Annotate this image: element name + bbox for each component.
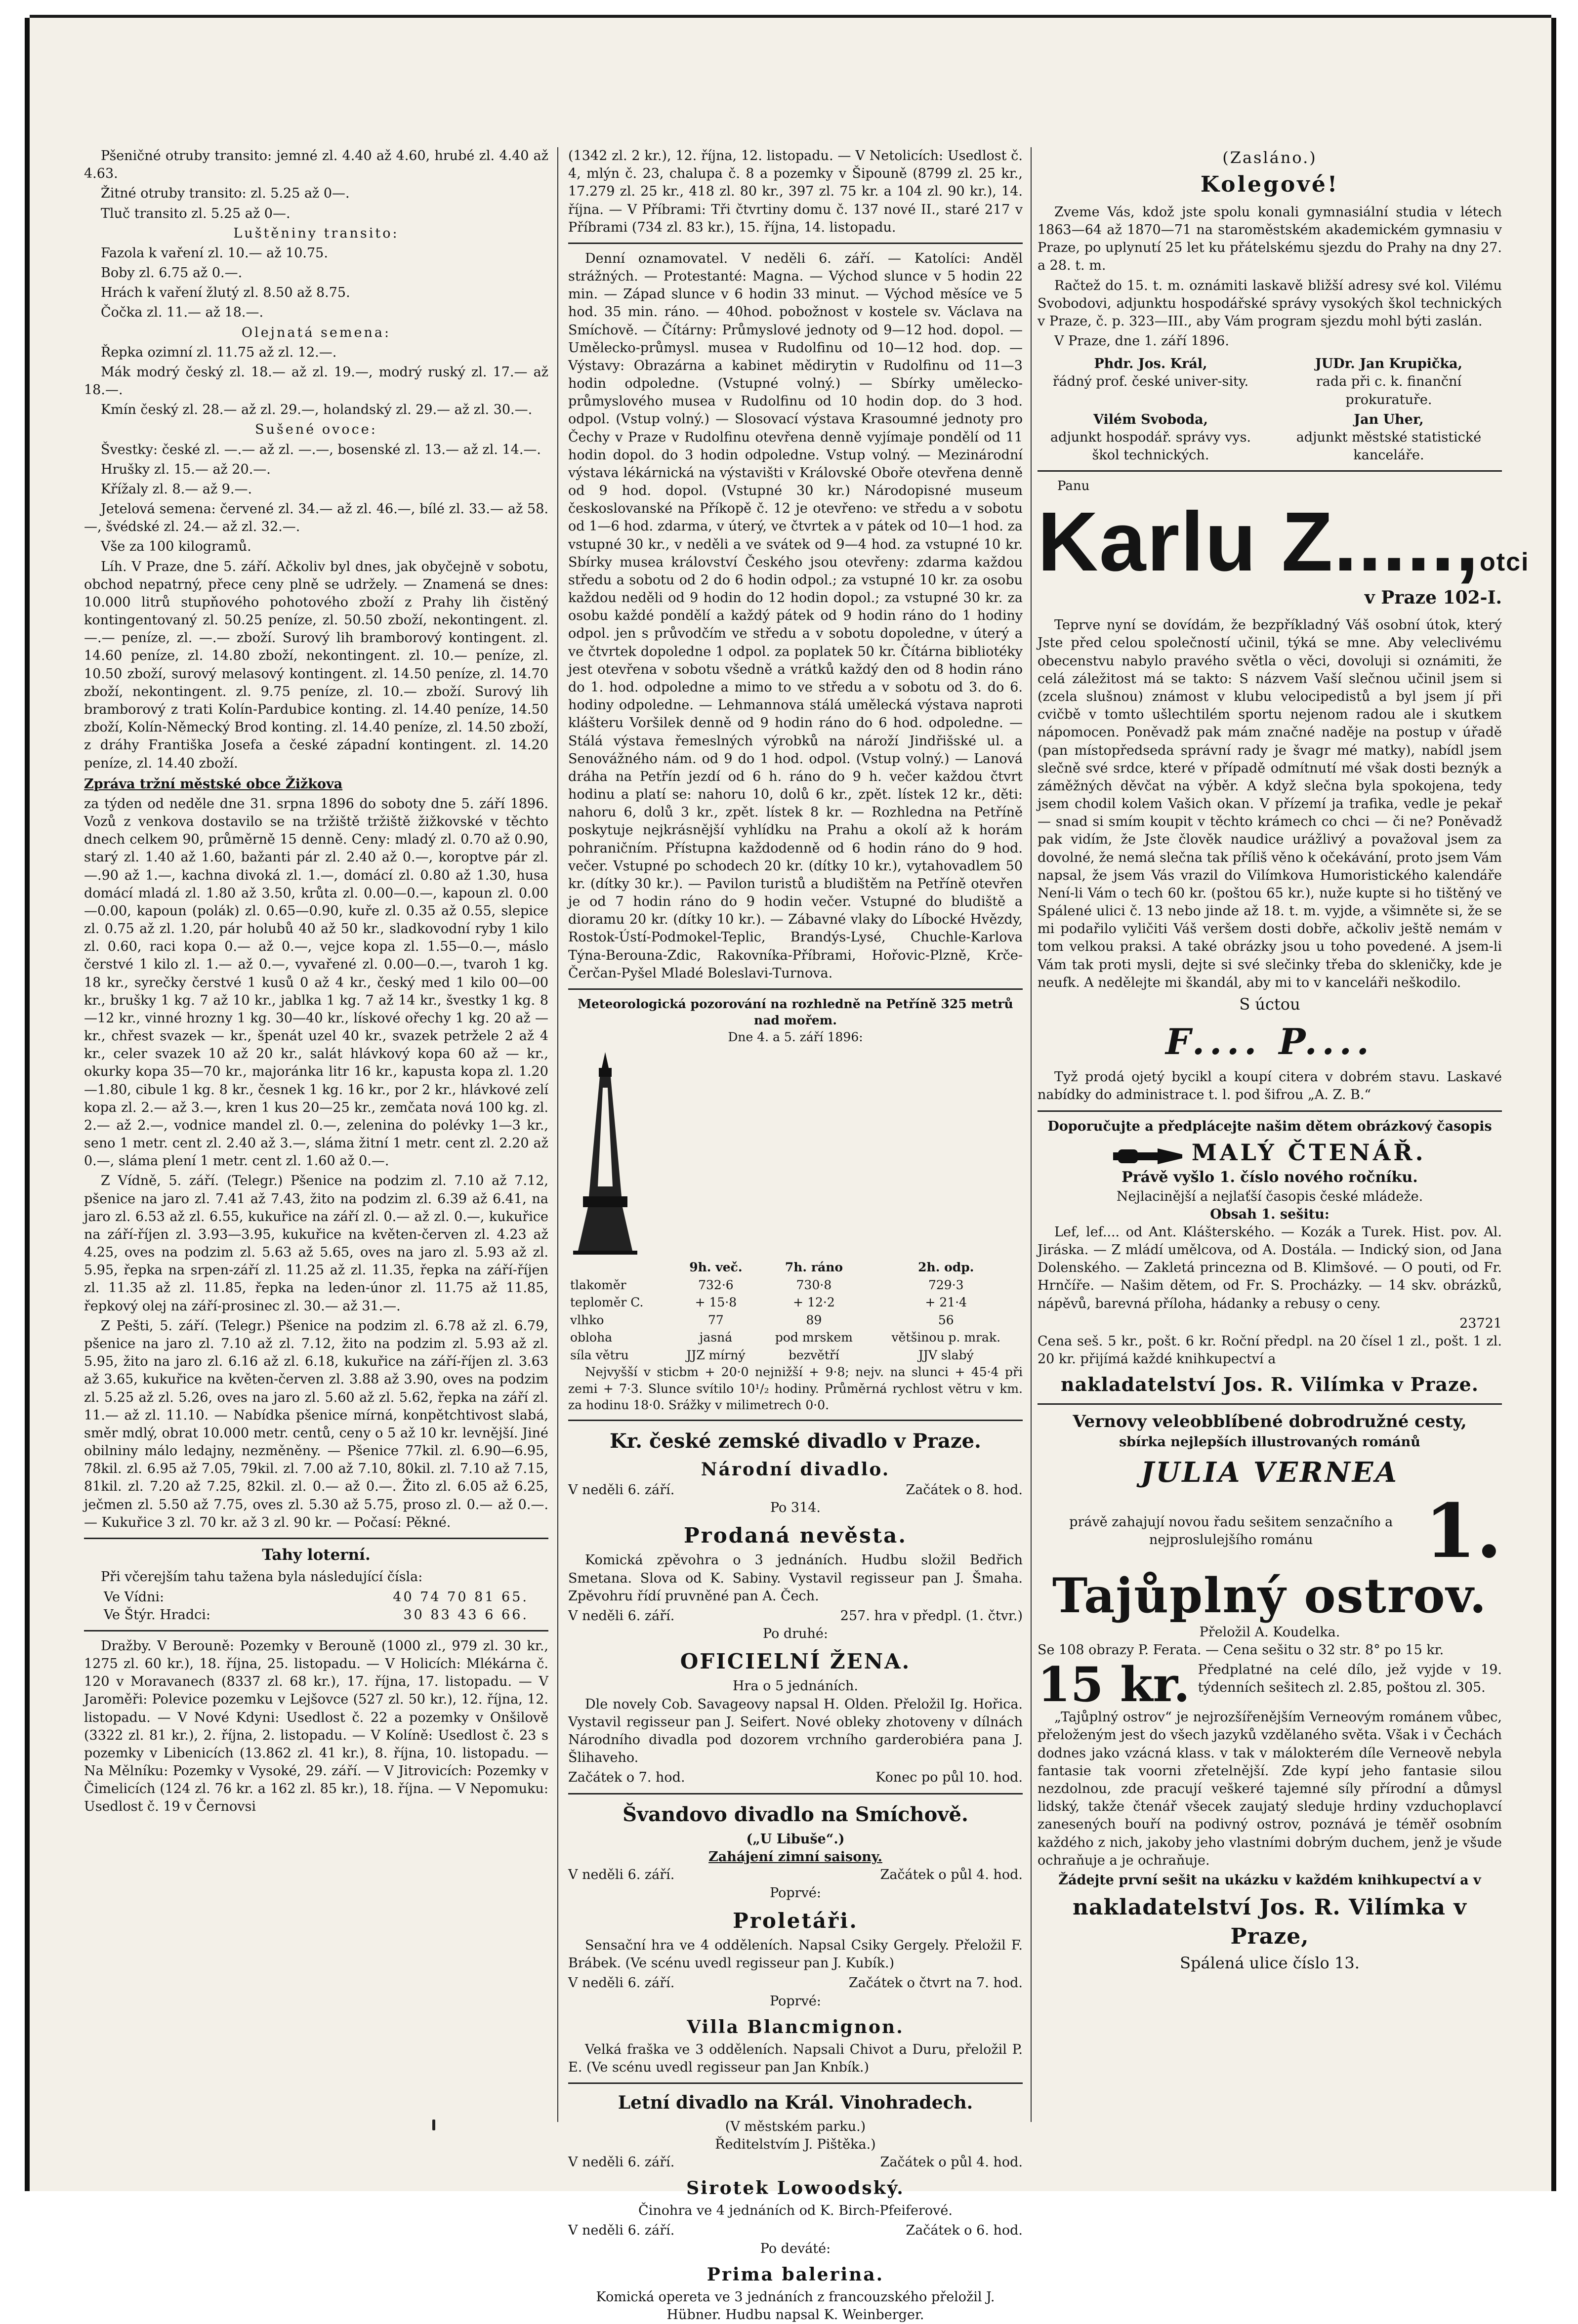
- grain-price-item: Hrušky zl. 15.— až 20.—.: [101, 461, 271, 477]
- grain-price-item: Kmín český zl. 28.— až zl. 29.—, holandský zl. 29.— až zl. 30.—.: [101, 402, 533, 418]
- divider: [568, 2082, 1023, 2084]
- meteo-cell: JJZ mírný: [686, 1347, 746, 1362]
- vienna-report: Z Vídně, 5. září. (Telegr.) Pšenice na podzim zl. 7.10 až 7.12, pšenice na jaro zl. 7.41 až 7.43, žito na podzim zl. 6.39 až 6.41, na jaro zl. 6.53 až zl. 6.55, kukuřice na září zl. 0.— až zl. 0.—, kukuřice na září-říjen zl. 3.93—3.95, kukuřice na květen-červen zl. 4.23 až 4.25, oves na podzim zl. 5.63 až 5.65, oves na jaro zl. 5.93 až zl. 5.95, řepka na srpen-září zl. 11.25 až zl. 11.35, řepka na září-říjen zl. 11.35 až zl. 11.85, řepka na leden-únor zl. 11.75 až 11.85, řepkový olej na září-prosinec zl. 30.— až 31.—.: [84, 1173, 548, 1314]
- t3-start: Začátek o půl 4. hod.: [880, 2154, 1023, 2170]
- karlu-heading: [1038, 495, 1530, 589]
- signer-name: Jan Uher,: [1354, 411, 1424, 427]
- meteo-row: [568, 1329, 1023, 1346]
- t3-description: Činohra ve 4 jednáních od K. Birch-Pfeiferové.: [638, 2203, 953, 2219]
- panu-label: Panu: [1057, 479, 1090, 494]
- signatories: [1038, 355, 1502, 464]
- grain-price-item: Fazola k vaření zl. 10.— až 10.75.: [101, 245, 328, 261]
- t2-description: Sensační hra ve 4 odděleních. Napsal Csiky Gergely. Přeložil F. Brábek. (Ve scénu uvedl regisseur pan J. Kubík.): [568, 1938, 1023, 1971]
- left-scan-border: [25, 18, 30, 2191]
- grain-price-item: Hrách k vaření žlutý zl. 8.50 až 8.75.: [101, 285, 350, 301]
- meteo-row-label: tlakoměr: [570, 1277, 626, 1292]
- signer: [1038, 355, 1264, 409]
- signer: [1038, 411, 1264, 465]
- t1-date-row: [568, 1481, 1023, 1499]
- publisher-address: Spálená ulice číslo 13.: [1180, 1953, 1360, 1972]
- vinohrady-sub2: Ředitelstvím J. Pištěka.): [715, 2136, 876, 2152]
- meteo-row: [568, 1294, 1023, 1311]
- pest-report: Z Pešti, 5. září. (Telegr.) Pšenice na podzim zl. 6.78 až zl. 6.79, pšenice na jaro zl. 7.10 až zl. 7.12, žito na podzim zl. 5.93 až zl. 5.95, žito na jaro zl. 6.16 až zl. 6.18, kukuřice na září-říjen zl. 3.63 až 3.65, kukuřice na květen-červen zl. 3.88 až 3.90, oves na podzim zl. 5.25 až zl. 5.26, oves na jaro zl. 5.60 až zl. 5.62, řepka na září zl. 11.— až zl. 11.10. — Nabídka pšenice mírná, konpětchtivost slabá, směr mdlý, obrat 10.000 metr. centů, ceny o 5 až 10 kr. levnější. Jiné obilniny málo ledajny, nezměněny. — Pšenice 77kil. zl. 6.90—6.95, 78kil. zl. 6.95 až 7.05, 79kil. zl. 7.00 až 7.10, 80kil. zl. 7.10 až 7.15, 81kil. zl. 7.20 až 7.25, 82kil. zl. 0.— až 0.—. Žito zl. 6.05 až 6.25, ječmen zl. 5.50 až 7.75, oves zl. 5.30 až 5.75, proso zl. 0.— až 0.—. — Kukuřice 3 zl. 70 kr. až 3 zl. 90 kr. — Počasí: Pěkné.: [84, 1318, 548, 1530]
- t2-description2: Velká fraška ve 3 odděleních. Napsali Chivot a Duru, přeložil P. E. (Ve scénu uvedl regisseur pan Jan Knbík.): [568, 2041, 1023, 2076]
- meteo-cell: bezvětří: [789, 1347, 839, 1362]
- column-daily-and-theatre: [568, 147, 1023, 2323]
- meteo-cell: + 21·4: [925, 1295, 967, 1310]
- grain-price-item: Křížaly zl. 8.— až 9.—.: [101, 481, 252, 497]
- daily-announcer: Denní oznamovatel. V neděli 6. září. — Katolíci: Anděl strážných. — Protestanté: Magna. — Východ slunce v 5 hodin 22 min. — Západ slunce v 6 hodin 33 minut. — Východ měsíce ve 5 hod. 35 min. ráno. — 40hod. pobožnost v kostele sv. Václava na Smíchově. — Čítárny: Průmyslové jednoty od 9—12 hod. dopol. — Umělecko-průmysl. musea v Rudolfinu od 10—12 hod. dop. — Výstavy: Obrazárna a kabinet mědirytin v Rudolfinu od 11—3 hodin odpoledne. (Vstupné volný.) — Sbírky umělecko-průmyslového musea v Rudolfinu od 10 hodin dop. do 3 hod. odpol. (Vstup volný.) — Slosovací výstava Krasoumné jednoty pro Čechy v Praze v Rudolfinu otevřena denně vyjímaje pondělí od 11 hodin dopol. do 3 hodin odpoledne. Vstup volný. — Mezinárodní výstava lékárnická na výstavišti v Královské Oboře otevřena denně od 9 hod. dopol. (Vstupné 30 kr.) Národopisné museum českoslovanské na Příkopě č. 12 je otevřeno: ve středu a v sobotu od 1—6 hod. zdarma, v úterý, ve čtvrtek a v pátek od 10—1 hod. za vstupné 30 kr., v neděli a ve svátek od 9—4 hod. za vstupné 10 kr. Sbírky musea království Českého jsou otevřeny: zdarma každou středu a sobotu od 2 do 6 hodin odpol.; za vstupné 10 kr. za osobu každou neděli od 9 hodin do 12 hodin dopol.; za vstupné 30 kr. za osobu každé pondělí a každý pátek od 9 hodin ráno do 1 hodiny odpol. jen s průvodčím ve středu a v sobotu dopoledne, v úterý a ve čtvrtek dopoledne 1 odpol. za poplatek 50 kr. Čítárna bibliotéky jest otevřena v sobotu všedně a vrátků každý den od 8 hodin ráno do 1. hod. odpoledne a mimo to ve středu a v sobotu od 3. do 6. hodiny odpoledne. — Lehmannova stálá umělecká výstava naproti klášteru Voršilek denně od 9 hodin ráno do 6 hod. odpoledne. — Stálá výstava řemeslných výrobků na nároží Jindřišské ul. a Senovážného nám. od 9 do 1 hod. odpol. (Vstup volný.) — Lanová dráha na Petřín jezdí od 6 h. ráno do 9 h. večer každou čtvrt hodinu a platí se: nahoru 10, dolů 6 kr., zpět. lístek 12 kr., děti: nahoru 6, dolů 3 kr., zpět. lístek 8 kr. — Rozhledna na Petříně poskytuje nejkrásnější vyhlídku na Prahu a okolí až k horám pohraničním. Přístupna každodenně od 6 hodin ráno do 9 hod. večer. Vstupné po schodech 20 kr. (dítky 10 kr.), vytahovadlem 50 kr. (dítky 30 kr.). — Pavilon turistů a bludištěm na Petříně otevřen je od 7 hodin ráno do 9 hodin večer. Vstupné do bludiště a dioramu 20 kr. (dítky 10 kr.). — Zábavné vlaky do Líbocké Hvězdy, Rostok-Ústí-Podmokel-Teplic, Brandýs-Lysé, Chuchle-Karlova Týna-Berouna-Zdic, Rakovníka-Příbrami, Hořovic-Plzně, Krče-Čerčan-Pyšel Mladé Boleslavi-Turnova.: [568, 250, 1023, 981]
- meteo-cell: 730·8: [796, 1277, 832, 1292]
- verne-start-row: [1038, 1487, 1502, 1575]
- auctions-continued: (1342 zl. 2 kr.), 12. října, 12. listopadu. — V Netolicích: Usedlost č. 4, mlýn č. 23, chalupa č. 8 a pozemky v Šipouně (8799 zl. 25 kr., 17.279 zl. 25 kr., 418 zl. 80 kr., 397 zl. 75 kr. a 104 zl. 90 kr.), 14. října. — V Příbrami: Tři čtvrtiny domu č. 137 nové II., staré 217 v Příbrami (734 zl. 83 kr.), 15. října, 14. listopadu.: [568, 148, 1023, 235]
- grain-price-item: Pšeničné otruby transito: jemné zl. 4.40 až 4.60, hrubé zl. 4.40 až 4.63.: [84, 148, 548, 182]
- verne-volume-number: 1.: [1424, 1487, 1502, 1575]
- t3-play-title: Sirotek Lowoodský.: [686, 2178, 905, 2199]
- meteo-row-label: síla větru: [570, 1347, 629, 1362]
- grain-price-item: Boby zl. 6.75 až 0.—.: [101, 265, 243, 281]
- t2-date2: V neděli 6. září.: [568, 1975, 675, 1991]
- t1-end2: Konec po půl 10. hod.: [875, 1770, 1023, 1786]
- tajup-description: „Tajůplný ostrov“ je nejrozšířenějším Verneovým románem vůbec, přeloženým jest do všech jazyků vzdělaného světa. Však i v Čechách dodnes jako vzácná klass. v tak v málokterém díle Verneově nebyla fantasie tak voorni zřetelnější. Zde kypí jeho fantasie silou nezdolnou, zde pracují veškeré tajemné síly přírodní a důmysl lidský, takže čtenář všecek zaujatý sleduje hrdiny vzduchoplavcí zanesených bouří na podivný ostrov, poznává je téměř osobním každého z nich, jakoby jeho vlastními dobrým duchem, jenž je všude ochraňuje a je ochraňuje.: [1038, 1710, 1502, 1868]
- grain-price-item: Čočka zl. 11.— až 18.—.: [101, 305, 264, 321]
- meteo-cell: 732·6: [698, 1277, 734, 1292]
- divider: [84, 1538, 548, 1539]
- page-mark: [432, 2120, 435, 2130]
- t1-description2: Dle novely Cob. Savageovy napsal H. Olden. Přeložil Ig. Hořica. Vystavil regisseur pan J. Seifert. Nové obleky zhotoveny v dílnách Národního divadla pod dozorem vrchního garderobiéra pana J. Šlihaveho.: [568, 1696, 1023, 1766]
- lih-report: Líh. V Praze, dne 5. září. Ačkoliv byl dnes, jak obyčejně v sobotu, obchod nepatrný, přece ceny plně se udržely. — Znamená se dnes: 10.000 litrů stupňového pohotového zboží z Prahy lih čistěný kontingentovaný zl. 50.25 peníze, zl. 50.50 zboží, nekontingent. zl. —.— peníze, zl. —.— zboží. Surový lih bramborový kontingent. zl. 14.60 peníze, zl. 14.80 zboží, nekontingent. zl. 10.— peníze, zl. 10.50 zboží, surový melasový kontingent. zl. 14.50 peníze, zl. 14.70 zboží, nekontingent. zl. 9.75 peníze, zl. 10.— zboží. Surový lih bramborový z trati Kolín-Pardubice konting. zl. 14.40 peníze, 14.50 zboží, Kolín-Německý Brod konting. zl. 14.40 peníze, zl. 14.50 zboží, z dráhy Františka Josefa a české západní kontingent. zl. 14.20 peníze, zl. 14.40 zboží.: [84, 559, 548, 771]
- lottery-wien-numbers: 40 74 70 81 65.: [393, 1589, 529, 1605]
- lottery-wien-label: Ve Vídni:: [104, 1589, 165, 1605]
- signer-role: rada při c. k. finanční prokuratuře.: [1316, 374, 1462, 408]
- t1-second-label: Po druhé:: [763, 1626, 828, 1642]
- ct-num: 23721: [1459, 1315, 1502, 1331]
- t2-start: Začátek o půl 4. hod.: [880, 1867, 1023, 1883]
- signer: [1276, 411, 1502, 465]
- ct-obsah: Obsah 1. sešitu:: [1210, 1206, 1329, 1222]
- divider: [1038, 1403, 1502, 1405]
- verne-start: právě zahajují novou řadu sešitem senzačního a nejproslulejšího románu: [1069, 1514, 1393, 1548]
- meteo-row: [568, 1311, 1023, 1329]
- t1-play-title: Prodaná nevěsta.: [684, 1523, 907, 1548]
- t2-play2-title: Villa Blancmignon.: [687, 2016, 904, 2038]
- signer-name: Phdr. Jos. Král,: [1094, 356, 1207, 372]
- meteo-header-row: [568, 1259, 1023, 1276]
- t1-times-row: [568, 1769, 1023, 1787]
- t3-start2: Začátek o 6. hod.: [906, 2223, 1023, 2239]
- grain-price-item: Olejnatá semena:: [241, 325, 391, 340]
- meteo-row: [568, 1276, 1023, 1294]
- t1-second-date: V neděli 6. září.: [568, 1608, 675, 1624]
- lottery-wien-row: [84, 1589, 548, 1606]
- meteo-cell: 77: [708, 1312, 724, 1327]
- publisher-name: nakladatelství Jos. R. Vilímka v Praze,: [1073, 1895, 1467, 1949]
- t2-label: Poprvé:: [770, 1885, 821, 1901]
- column-market-reports: [84, 147, 548, 2132]
- ct-price: Cena seš. 5 kr., pošt. 6 kr. Roční předpl. na 20 čísel 1 zl., pošt. 1 zl. 20 kr. přijímá každé knihkupectví a: [1038, 1333, 1502, 1367]
- meteo-cell: + 15·8: [695, 1295, 737, 1310]
- t3-date-row: [568, 2154, 1023, 2171]
- t3-date: V neděli 6. září.: [568, 2154, 675, 2170]
- verne-name: JULIA VERNEA: [1141, 1456, 1399, 1489]
- t3-label2: Po deváté:: [760, 2241, 831, 2256]
- grain-price-item: Jetelová semena: červené zl. 34.— až zl. 46.—, bílé zl. 33.— až 58.—, švédské zl. 24.— až zl. 32.—.: [84, 501, 548, 535]
- grain-price-item: Tluč transito zl. 5.25 až 0—.: [101, 205, 291, 221]
- vinohrady-sub: (V městském parku.): [725, 2119, 866, 2134]
- meteo-row-label: vlhko: [570, 1312, 604, 1327]
- meteo-title: Meteorologická pozorování na rozhledně na Petříně 325 metrů nad mořem.: [578, 996, 1013, 1028]
- vinohrady-theatre-title: Letní divadlo na Král. Vinohradech.: [618, 2092, 973, 2114]
- karlu-address: v Praze 102-I.: [1364, 587, 1502, 609]
- signer: [1276, 355, 1502, 409]
- ct-title-row: [1038, 1138, 1502, 1168]
- meteo-row: [568, 1346, 1023, 1364]
- divider: [568, 243, 1023, 244]
- ct-levny: Nejlacinější a nejlaťší časopis české mládeže.: [1116, 1188, 1423, 1204]
- lottery-title: Tahy loterní.: [262, 1546, 371, 1564]
- t1-start: Začátek o 8. hod.: [906, 1482, 1023, 1498]
- grain-price-item: Luštěniny transito:: [233, 225, 399, 241]
- karlu-sign: S úctou: [1239, 994, 1300, 1014]
- column-rule: [557, 147, 558, 2122]
- ct-contents: Lef, lef.... od Ant. Klášterského. — Kozák a Turek. Hist. pov. Al. Jiráska. — Z mládí umělcova, od A. Dostála. — Indický sion, od Jana Dolenského. — Zakletá princezna od B. Klimšové. — O pouti, od Fr. Hrnčíře. — Našim dětem, od Fr. S. Procházky. — 14 skv. obrázků, nápěvů, barevná příloha, hádanky a rebusy o ceny.: [1038, 1224, 1502, 1311]
- tajup-info: Se 108 obrazy P. Ferata. — Cena sešitu o 32 str. 8° po 15 kr.: [1038, 1642, 1444, 1658]
- signer-role: adjunkt městské statistické kanceláře.: [1296, 429, 1482, 463]
- t2-label2: Poprvé:: [770, 1993, 821, 2009]
- auctions-report: Dražby. V Berouně: Pozemky v Berouně (1000 zl., 979 zl. 30 kr., 1275 zl. 60 kr.), 18. října, 25. listopadu. — V Holicích: Mlékárna č. 120 v Moravanech (8337 zl. 68 kr.), 17. října, 17. listopadu. — V Jaroměři: Polevice pozemku v Lejšovce (527 zl. 50 kr.), 12. října, 12. listopadu. — V Nové Kdyni: Usedlost č. 22 a pozemky v Onšilově (3322 zl. 81 kr.), 2. října, 2. listopadu. — V Kolíně: Usedlost č. 23 s pozemky v Libenicích (13.862 zl. 41 kr.), 8. října, 10. listopadu. — Na Mělníku: Pozemky v Vysoké, 29. září. — V Jitrovicích: Pozemky v Čimelicích (124 zl. 76 kr. a 162 zl. 85 kr.), 18. října. — V Nepomuku: Usedlost č. 19 v Černovsi: [84, 1638, 548, 1815]
- lottery-styr-row: [84, 1606, 548, 1624]
- zizkov-title: Zpráva tržní městské obce Žižkova: [84, 776, 343, 792]
- newspaper-page: [30, 15, 1551, 2323]
- t2-date-row2: [568, 1974, 1023, 1992]
- meteo-row-label: teploměr C.: [570, 1295, 644, 1310]
- zaslano-label: (Zasláno.): [1222, 148, 1317, 167]
- column-rule: [1031, 147, 1032, 2122]
- svanda-theatre-title: Švandovo divadlo na Smíchově.: [623, 1802, 968, 1826]
- kolegove-heading: Kolegové!: [1200, 171, 1339, 197]
- tajup-translator: Přeložil A. Koudelka.: [1199, 1624, 1340, 1640]
- meteo-cell: pod mrskem: [775, 1330, 853, 1345]
- t1-second-number: 257. hra v předpl. (1. čtvr.): [840, 1608, 1023, 1624]
- t1-date: V neděli 6. září.: [568, 1482, 675, 1498]
- svanda-sub: („U Libuše“.): [746, 1832, 845, 1847]
- petrin-tower-icon: [568, 1048, 642, 1256]
- meteo-cell: jasná: [699, 1330, 733, 1345]
- ct-vyslo: Právě vyšlo 1. číslo nového ročníku.: [1121, 1169, 1418, 1186]
- divider: [84, 1630, 548, 1631]
- kolegove-text: Zveme Vás, kdož jste spolu konali gymnasiální studia v létech 1863—64 až 1870—71 na staroměstském akademickém gymnasiu v Praze, po uplynutí 25 let ku přátelskému sjezdu do Prahy na dny 27. a 28. t. m.: [1038, 204, 1502, 274]
- grain-prices-list: [84, 147, 548, 556]
- meteo-cell: 89: [806, 1312, 822, 1327]
- right-scan-border: [1551, 18, 1556, 2191]
- zizkov-report: za týden od neděle dne 31. srpna 1896 do soboty dne 5. září 1896. Vozů z venkova dostavilo se na tržiště tržiště žižkovské v těchto dnech celkem 90, průměrně 15 denně. Ceny: mladý zl. 0.70 až 0.90, starý zl. 1.40 až 1.60, bažanti pár zl. 2.40 až 0.—, koroptve pár zl. —.90 až 1.—, kachna divoká zl. 1.—, domácí zl. 0.80 až 1.30, husa domácí mladá zl. 1.80 až 3.50, krůta zl. 0.00—0.—, kapoun zl. 0.00—0.00, kapoun (polák) zl. 0.65—0.90, kuře zl. 0.35 až 0.55, slepice zl. 0.75 až zl. 1.20, pár holubů 40 až 50 kr., sladkovodní ryby 1 kilo zl. 0.60, raci kopa 0.— až 0.—, vejce kopa zl. 1.55—0.—, máslo čerstvé 1 kilo zl. 1.— až 0.—, vyvařené zl. 0.00—0.—, tvaroh 1 kg. 18 kr., syrečky čerstvé 1 kusů 0 až 4 kr., český med 1 kilo 00—00 kr., brušky 1 kg. 7 až 10 kr., jablka 1 kg. 7 až 14 kr., švestky 1 kg. 8—12 kr., vinné hrozny 1 kg. 30—40 kr., lískové ořechy 1 kg. 20 až — kr., chřest svazek — kr., špenát uzel 40 kr., svazek petržele 2 až 4 kr., celer svazek 10 až 20 kr., salát hlávkový kopa 60 až — kr., okurky kopa 35—70 kr., majoránka litr 16 kr., kapusta kopa zl. 1.20—1.80, cibule 1 kg. 8 kr., česnek 1 kg. 16 kr., por 2 kr., hlávkové zelí kopa zl. 2.— až 3.—, kren 1 kus 20—25 kr., zemčata nová 100 kg. zl. 2.— až 2.—, vodnice mandel zl. 0.—, zelenina do polévky 1—3 kr., seno 1 metr. cent zl. 2.40 až 3.—, sláma žitní 1 metr. cent zl. 2.20 až 0.—, sláma plení 1 metr. cent zl. 1.60 až 0.—.: [84, 796, 548, 1169]
- lottery-styr-numbers: 30 83 43 6 66.: [403, 1607, 529, 1623]
- t1-start2: Začátek o 7. hod.: [568, 1770, 685, 1786]
- signer-name: Vilém Svoboda,: [1093, 411, 1208, 427]
- meteo-row-label: obloha: [570, 1330, 613, 1345]
- meteo-cell: + 12·2: [793, 1295, 835, 1310]
- t2-date: V neděli 6. září.: [568, 1867, 675, 1883]
- signer-name: JUDr. Jan Krupička,: [1315, 356, 1463, 372]
- meteo-date: Dne 4. a 5. září 1896:: [728, 1029, 863, 1044]
- t2-play-title: Proletáři.: [733, 1908, 858, 1933]
- meteo-col-head: 2h. odp.: [918, 1260, 974, 1275]
- verne-title: Vernovy veleobblíbené dobrodružné cesty,: [1073, 1412, 1467, 1432]
- t1-description: Komická zpěvohra o 3 jednáních. Hudbu složil Bedřich Smetana. Slova od K. Sabiny. Vystavil regisseur pan J. Šmaha. Zpěvohru řídí pruvněné pan A. Čech.: [568, 1552, 1023, 1604]
- t2-date-row: [568, 1866, 1023, 1884]
- t1-second-row: [568, 1607, 1023, 1625]
- t1-number: Po 314.: [770, 1500, 821, 1515]
- signer-role: adjunkt hospodář. správy vys. škol technických.: [1050, 429, 1251, 463]
- ct-intro: Doporučujte a předplácejte našim dětem obrázkový časopis: [1047, 1118, 1492, 1134]
- karlu-text: Teprve nyní se dovídám, že bezpříkladný Váš osobní útok, který Jste před celou společností učinil, týká se mne. Aby veleclivému obecenstvu nabylo pravého světla o věci, dovoluji si oznámiti, že celá záležitost má se takto: S názvem Vaší slečnou učinil jsem si (zcela slušnou) známost v klubu velocipedistů a byl jsem jí při cvičbě v tomto ušlechtilém sportu nejenom radou ale i skutkem nápomocen. Poněvadž pak mám značné naděje na postup v úřadě (pan místopředseda správní rady je švagr mé matky), nabídl jsem slečně své srdce, které v případě odmítnutí mé však dosti beznýk a záměžných děvčat na výběr. A když slečna byla spokojena, tedy jsem chodil kolem Vašich okan. V přízemí ja trafika, vedle je pekař — snad si smím koupit v těchto krámech co chci — či ne? Poněvadž pak vidím, že Jste člověk naudice urážlivý a považoval jsem za dovolné, že nemá slečna tak příliš věno k očekávání, proto jsem Vám napsal, že jsem Vás vrazil do Vilímkova Humoristického kalendáře Není-li Vám o tech 60 kr. (poštou 65 kr.), nuže kupte si ho tištěný ve Spálené ulici č. 13 nebo jinde až 18. t. m. vyjde, a všimněte si, že se mi podařilo vyličiti Váš veršem dosti dobře, ačkoliv ještě nemám v tom velkou praksi. A také obrázky jsou u toho povedené. A jsem-li Vám tak proti mysli, dejte si své slečinky třeba do skleničky, kde je neufk. A nedělejte mi škandál, aby mi to v kanceláři neškodilo.: [1038, 617, 1502, 990]
- t3-description2: Komická opereta ve 3 jednáních z francouzského přeložil J. Hübner. Hudbu napsal K. Weinberger.: [596, 2289, 995, 2323]
- karlu-signature: F.... P....: [1165, 1020, 1374, 1062]
- meteo-extremes: Nejvyšší v sticbm + 20·0 nejnižší + 9·8; nejv. na slunci + 45·4 při zemi + 7·3. Slunce svítilo 10¹/₂ hodiny. Průměrná rychlost větru v km. za hodinu 18·0. Srážky v milimetrech 0·0.: [568, 1365, 1023, 1413]
- meteo-col-head: 7h. ráno: [785, 1260, 843, 1275]
- t3-date-row2: [568, 2222, 1023, 2240]
- meteo-cell: 56: [938, 1312, 954, 1327]
- divider: [568, 1793, 1023, 1794]
- ct-publisher: nakladatelství Jos. R. Vilímka v Praze.: [1061, 1373, 1479, 1396]
- pointing-hand-icon: [1113, 1145, 1187, 1167]
- grain-price-item: Sušené ovoce:: [255, 422, 377, 438]
- signer-role: řádný prof. české univer-sity.: [1052, 374, 1249, 390]
- divider: [1038, 1110, 1502, 1112]
- meteo-table: [568, 1259, 1023, 1364]
- t2-start2: Začátek o čtvrt na 7. hod.: [848, 1975, 1023, 1991]
- tajup-price: 15 kr.: [1038, 1657, 1190, 1713]
- lottery-intro: Při včerejším tahu tažena byla následující čísla:: [101, 1569, 423, 1585]
- kolegove-date: V Praze, dne 1. září 1896.: [1054, 333, 1229, 349]
- grain-price-item: Řepka ozimní zl. 11.75 až zl. 12.—.: [101, 344, 337, 360]
- divider: [568, 1420, 1023, 1421]
- t3-play2-title: Prima balerina.: [706, 2264, 884, 2285]
- meteo-section: [568, 996, 1023, 1414]
- tajup-title: Tajůplný ostrov.: [1052, 1567, 1488, 1624]
- lottery-styr-label: Ve Štýr. Hradci:: [104, 1607, 210, 1623]
- karlu-otci: otci: [1480, 548, 1530, 577]
- t1-play2-title: OFICIELNÍ ŽENA.: [680, 1649, 911, 1674]
- t1-play2-sub: Hra o 5 jednáních.: [733, 1678, 858, 1694]
- bicycle-notice: Tyž prodá ojetý bycikl a koupí citera v dobrém stavu. Laskavé nabídky do administrace t. l. pod šifrou „A. Z. B.“: [1038, 1069, 1502, 1103]
- grain-price-item: Švestky: české zl. —.— až zl. —.—, bosenské zl. 13.— až zl. 14.—.: [101, 442, 541, 457]
- divider: [1038, 470, 1502, 472]
- karlu-name: Karlu Z.....,: [1038, 495, 1480, 589]
- tajup-info2: Předplatné na celé dílo, jež vyjde v 19. týdenních sešitech zl. 2.85, poštou zl. 305.: [1198, 1662, 1502, 1696]
- grain-price-item: Mák modrý český zl. 18.— až zl. 19.—, modrý ruský zl. 17.— až 18.—.: [84, 364, 548, 398]
- meteo-cell: většinou p. mrak.: [891, 1330, 1001, 1345]
- verne-sub: sbírka nejlepších illustrovaných románů: [1119, 1434, 1420, 1450]
- t3-date2: V neděli 6. září.: [568, 2223, 675, 2239]
- grain-price-item: Žitné otruby transito: zl. 5.25 až 0—.: [101, 186, 350, 202]
- meteo-col-head: 9h. več.: [689, 1260, 743, 1275]
- divider: [568, 988, 1023, 990]
- zadejte: Žádejte první sešit na ukázku v každém knihkupectví a v: [1058, 1872, 1481, 1888]
- grain-price-item: Vše za 100 kilogramů.: [101, 539, 251, 555]
- svanda-sub2: Zahájení zimní saisony.: [708, 1849, 882, 1865]
- meteo-cell: JJV slabý: [918, 1347, 974, 1362]
- national-theatre-sub: Národní divadlo.: [701, 1459, 890, 1480]
- meteo-cell: 729·3: [928, 1277, 964, 1292]
- column-advertisements: [1038, 147, 1530, 2132]
- national-theatre-title: Kr. české zemské divadlo v Praze.: [610, 1429, 981, 1453]
- kolegove-text2: Račtež do 15. t. m. oznámiti laskavě bližší adresy své kol. Vilému Svobodovi, adjunktu hospodářské správy vysokých škol technických v Praze, č. p. 323—III., aby Vám program sjezdu mohl býti zaslán.: [1038, 278, 1502, 329]
- tajup-price-block: [1038, 1657, 1502, 1713]
- ct-title: MALÝ ČTENÁŘ.: [1191, 1139, 1426, 1166]
